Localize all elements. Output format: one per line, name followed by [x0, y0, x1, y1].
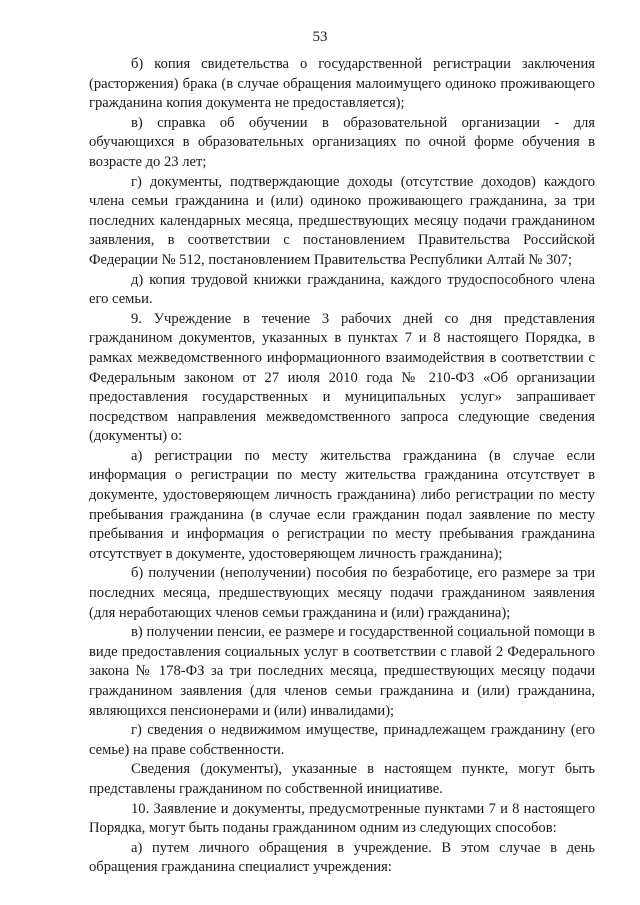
paragraph-d-employment-record: д) копия трудовой книжки гражданина, каждого трудоспособного члена его семьи. [89, 271, 595, 308]
document-body [89, 55, 595, 878]
paragraph-b-marriage-certificate: б) копия свидетельства о государственной регистрации заключения (расторжения) брака (в случае обращения малоимущего одиноко проживающего гражданина копия документа не предоставляется); [89, 56, 595, 112]
paragraph-v-education-certificate: в) справка об обучении в образовательной организации - для обучающихся в образовательных организациях по очной форме обучения в возрасте до 23 лет; [89, 114, 595, 170]
paragraph-g-real-estate: г) сведения о недвижимом имуществе, принадлежащем гражданину (его семье) на праве собственности. [89, 722, 595, 758]
page-number: 53 [312, 29, 328, 45]
paragraph-own-initiative: Сведения (документы), указанные в настоящем пункте, могут быть представлены гражданином по собственной инициативе. [89, 761, 595, 797]
paragraph-10-submission-methods: 10. Заявление и документы, предусмотренные пунктами 7 и 8 настоящего Порядка, могут быть поданы гражданином одним из следующих способов: [89, 800, 595, 837]
paragraph-v-pension: в) получении пенсии, ее размере и государственной социальной помощи в виде предоставления социальных услуг в соответствии с главой 2 Федерального закона № 178-ФЗ за три последних месяца, предшествующих месяцу подачи гражданином заявления (для членов семьи гражданина и (или) гражданина, являющихся пенсионерами и (или) инвалидами); [89, 624, 595, 719]
paragraph-a-registration: а) регистрации по месту жительства гражданина (в случае если информация о регистрации по месту жительства гражданина отсутствует в документе, удостоверяющем личность гражданина) либо регистрации по месту пребывания гражданина (в случае если гражданин подал заявление по месту пребывания и информация о регистрации по месту пребывания гражданина отсутствует в документе, удостоверяющем личность гражданина); [89, 447, 595, 562]
paragraph-g-income-documents: г) документы, подтверждающие доходы (отсутствие доходов) каждого члена семьи гражданина и (или) одиноко проживающего гражданина, за три последних календарных месяца, предшествующих месяцу подачи гражданином заявления, в соответствии с постановлением Правительства Российской Федерации № 512, постановлением Правительства Республики Алтай № 307; [89, 173, 595, 268]
paragraph-9-interagency-request: 9. Учреждение в течение 3 рабочих дней со дня представления гражданином документов, указанных в пунктах 7 и 8 настоящего Порядка, в рамках межведомственного информационного взаимодействия в соответствии с Федеральным законом от 27 июля 2010 года № 210-ФЗ «Об организации предоставления государственных и муниципальных услуг» запрашивает посредством направления межведомственного запроса следующие сведения (документы) о: [89, 310, 595, 445]
paragraph-a-personal-visit: а) путем личного обращения в учреждение. В этом случае в день обращения гражданина специалист учреждения: [89, 839, 595, 876]
paragraph-b-unemployment-benefit: б) получении (неполучении) пособия по безработице, его размере за три последних месяца, предшествующих месяцу подачи гражданином заявления (для неработающих членов семьи гражданина и (или) гражданина); [89, 565, 595, 621]
